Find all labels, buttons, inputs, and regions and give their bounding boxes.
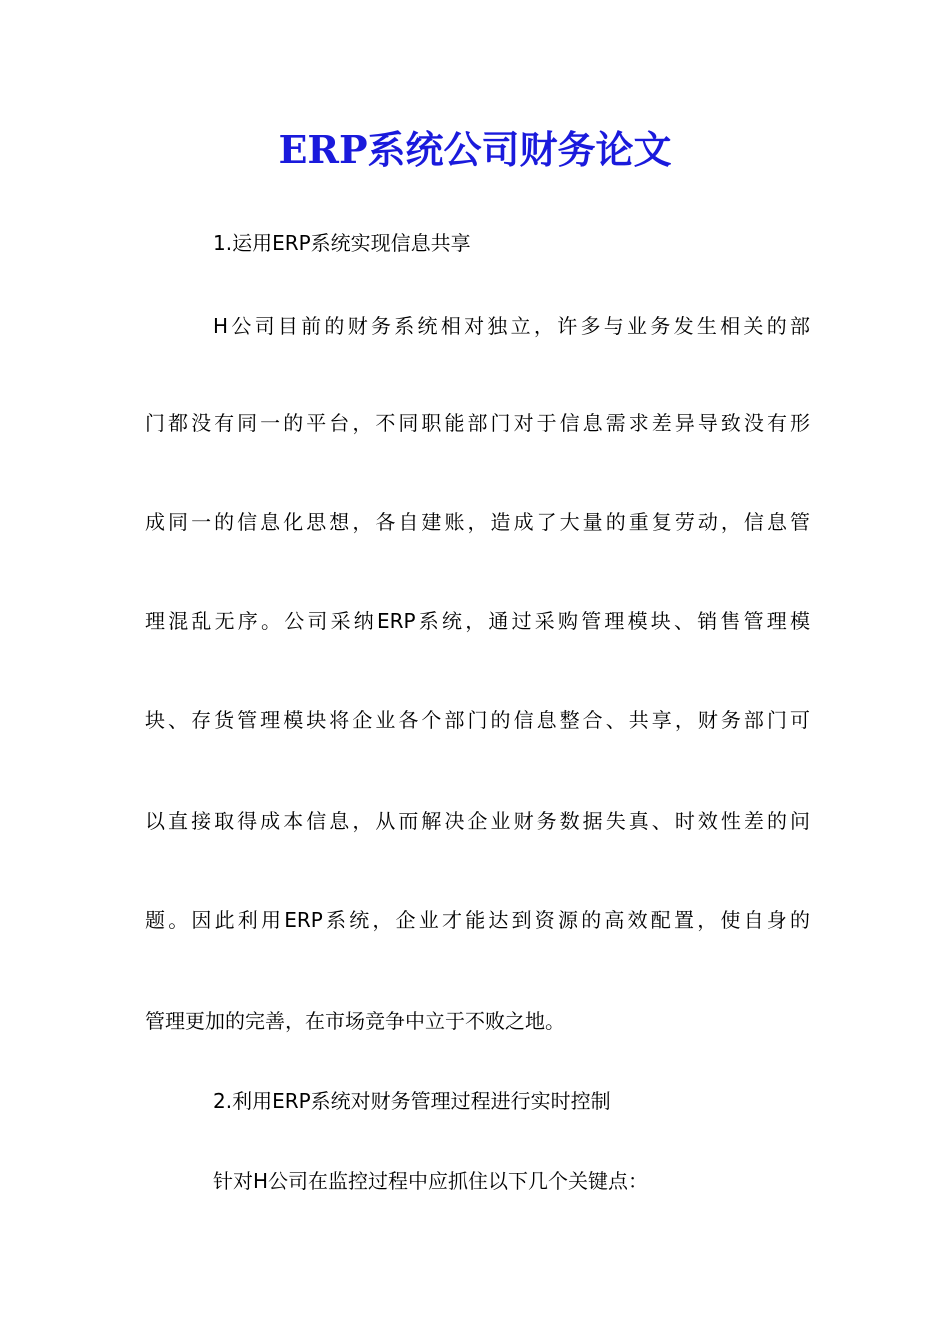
document-title: ERP系统公司财务论文 — [278, 127, 672, 172]
paragraph-1-line-4: 理混乱无序。公司采纳ERP系统，通过采购管理模块、销售管理模 — [145, 609, 810, 633]
paragraph-1-line-8: 管理更加的完善，在市场竞争中立于不败之地。 — [145, 1009, 565, 1033]
paragraph-1-line-3: 成同一的信息化思想，各自建账，造成了大量的重复劳动，信息管 — [145, 510, 810, 534]
paragraph-1-line-7: 题。因此利用ERP系统，企业才能达到资源的高效配置，使自身的 — [145, 908, 810, 932]
paragraph-1-line-5: 块、存货管理模块将企业各个部门的信息整合、共享，财务部门可 — [145, 708, 810, 732]
paragraph-1-line-2: 门都没有同一的平台，不同职能部门对于信息需求差异导致没有形 — [145, 411, 810, 435]
paragraph-1-line-1: H公司目前的财务系统相对独立，许多与业务发生相关的部 — [213, 314, 810, 338]
section-1-heading: 1.运用ERP系统实现信息共享 — [213, 231, 471, 255]
paragraph-2-line-1: 针对H公司在监控过程中应抓住以下几个关键点： — [213, 1169, 649, 1193]
paragraph-1-line-6: 以直接取得成本信息，从而解决企业财务数据失真、时效性差的问 — [145, 809, 810, 833]
section-2-heading: 2.利用ERP系统对财务管理过程进行实时控制 — [213, 1089, 611, 1113]
